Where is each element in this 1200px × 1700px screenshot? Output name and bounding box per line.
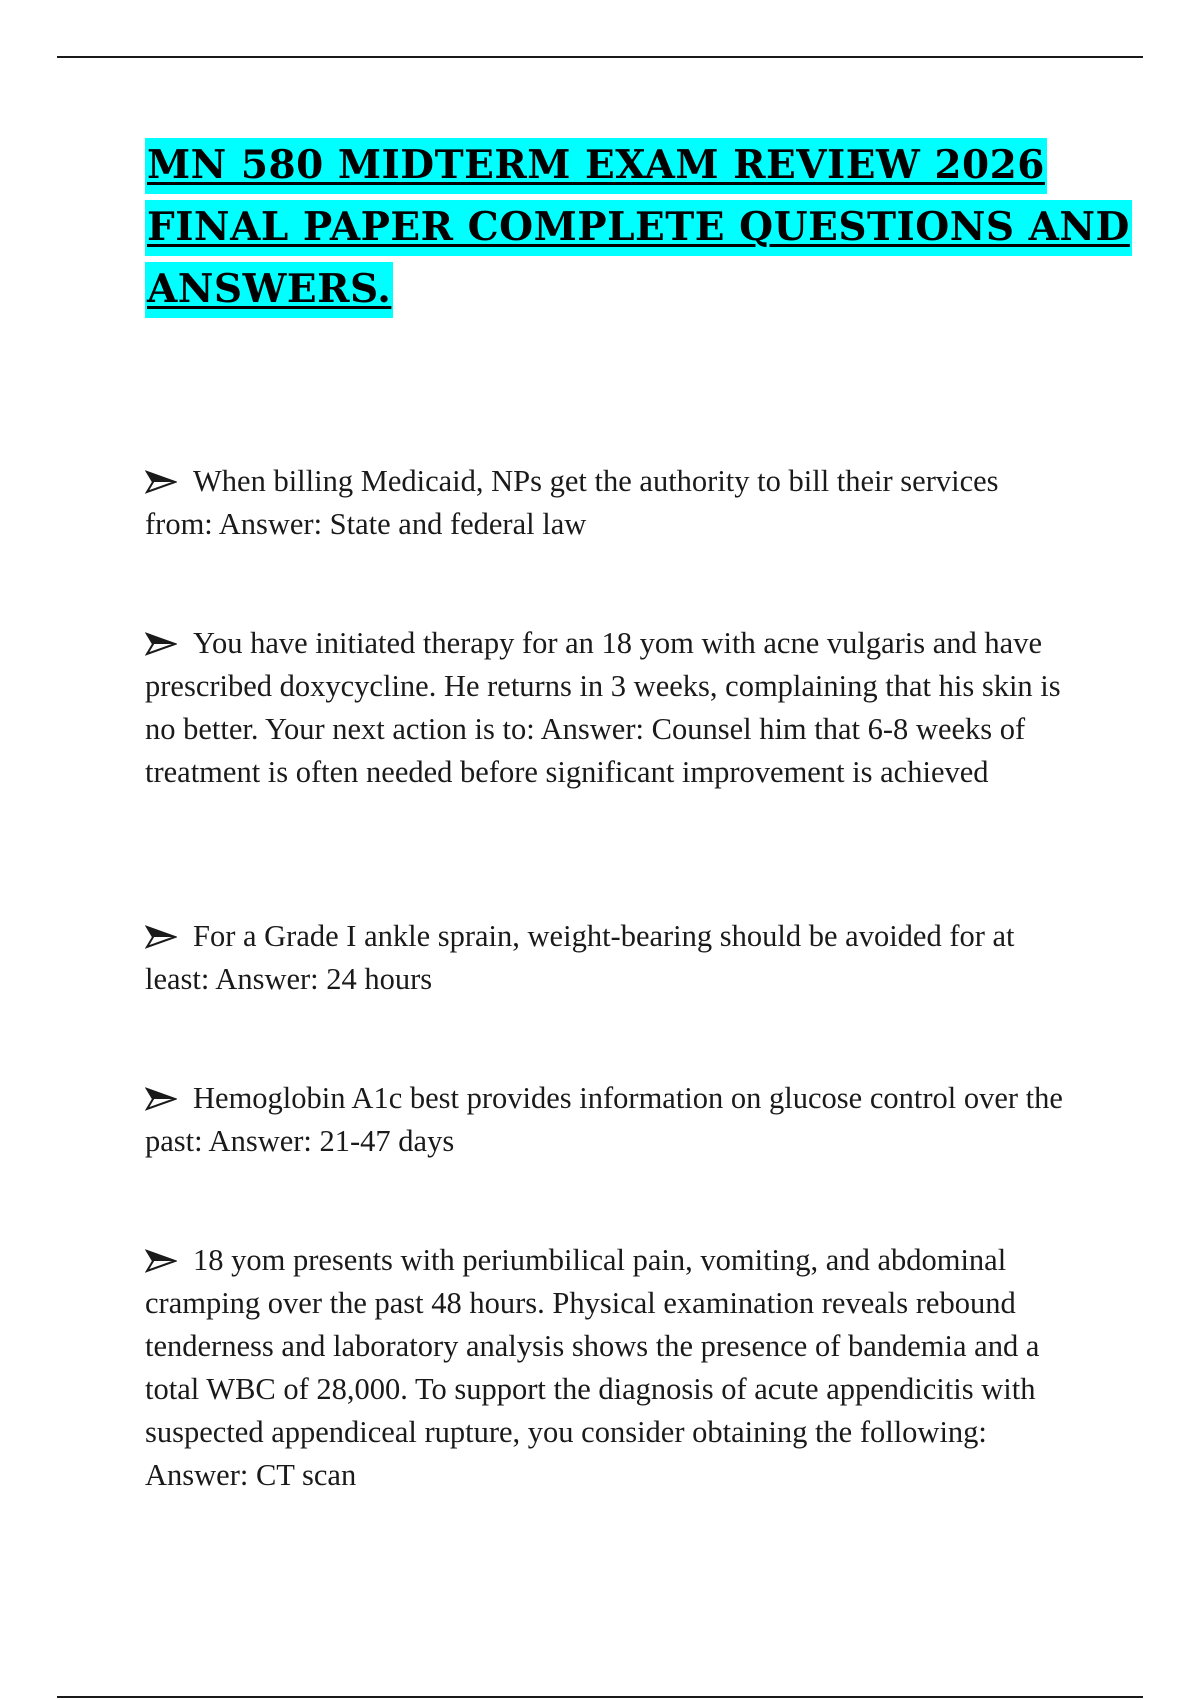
question-text: Hemoglobin A1c best provides information on glucose control over the past: Answer: 21-47 days xyxy=(145,1081,1063,1158)
question-text: For a Grade I ankle sprain, weight-bearing should be avoided for at least: Answer: 24 hours xyxy=(145,919,1015,996)
question-item-2 xyxy=(145,622,1065,794)
question-item-5 xyxy=(145,1239,1065,1497)
bottom-divider xyxy=(57,1696,1143,1698)
document-title xyxy=(145,138,1130,324)
title-text-1: MN 580 MIDTERM EXAM REVIEW 2026 xyxy=(145,138,1047,194)
question-text: 18 yom presents with periumbilical pain, vomiting, and abdominal cramping over the past 48 hours. Physical examination reveals rebound tenderness and laboratory analysis shows the presence of bandemia and a total WBC of 28,000. To support the diagnosis of acute appendicitis with suspected appendiceal rupture, you consider obtaining the following: Answer: CT scan xyxy=(145,1243,1040,1492)
top-divider xyxy=(57,56,1143,58)
title-text-2: FINAL PAPER COMPLETE QUESTIONS AND xyxy=(145,200,1132,256)
question-item-4 xyxy=(145,1077,1065,1163)
title-line-3 xyxy=(145,262,1045,324)
title-line-1 xyxy=(145,138,1045,200)
arrow-bullet-icon xyxy=(145,1239,193,1282)
title-line-2 xyxy=(145,200,1130,262)
arrow-bullet-icon xyxy=(145,622,193,665)
arrow-bullet-icon xyxy=(145,1077,193,1120)
question-text: When billing Medicaid, NPs get the authority to bill their services from: Answer: State and federal law xyxy=(145,464,999,541)
question-text: You have initiated therapy for an 18 yom with acne vulgaris and have prescribed doxycycline. He returns in 3 weeks, complaining that his skin is no better. Your next action is to: Answer: Counsel him that 6-8 weeks of treatment is often needed before significant improvement is achieved xyxy=(145,626,1061,789)
arrow-bullet-icon xyxy=(145,915,193,958)
arrow-bullet-icon xyxy=(145,460,193,503)
question-item-1 xyxy=(145,460,1065,546)
question-item-3 xyxy=(145,915,1065,1001)
title-text-3: ANSWERS. xyxy=(145,262,393,318)
